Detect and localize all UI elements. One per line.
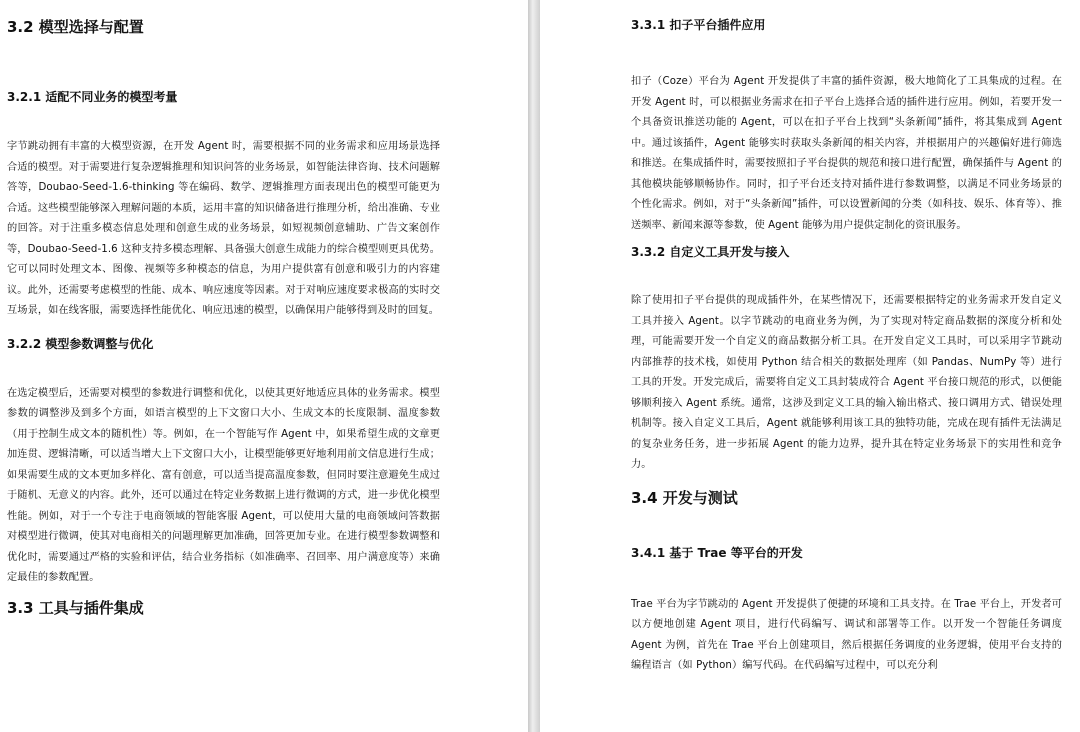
section-3-3-heading: 3.3 工具与插件集成 [7,598,144,617]
left-page [0,0,528,732]
section-3-4-1-heading: 3.4.1 基于 Trae 等平台的开发 [631,545,803,560]
section-3-2-2-heading: 3.2.2 模型参数调整与优化 [7,336,154,351]
section-3-4-heading: 3.4 开发与测试 [631,488,738,507]
page-gutter [528,0,540,732]
section-3-3-2-paragraph: 除了使用扣子平台提供的现成插件外，在某些情况下，还需要根据特定的业务需求开发自定义工具并接入 Agent。以字节跳动的电商业务为例，为了实现对特定商品数据的深度分析和处理，可能需要开发一个自定义的商品数据分析工具。在开发自定义工具时，可以采用字节跳动内部推荐的技术栈，如使用 Python 结合相关的数据处理库（如 Pandas、NumPy 等）进行工具的开发。开发完成后，需要将自定义工具封装成符合 Agent 平台接口规范的形式，以便能够顺利接入 Agent 系统。通常，这涉及到定义工具的输入输出格式、接口调用方式、错误处理机制等。接入自定义工具后，Agent 就能够利用该工具的独特功能，完成在现有插件无法满足的复杂业务任务，进一步拓展 Agent 的能力边界，提升其在特定业务场景下的实用性和竞争力。 [631,295,1062,470]
section-3-2-1-heading: 3.2.1 适配不同业务的模型考量 [7,90,178,104]
section-3-3-1-heading: 3.3.1 扣子平台插件应用 [631,18,766,32]
section-3-4-1-paragraph: Trae 平台为字节跳动的 Agent 开发提供了便捷的环境和工具支持。在 Trae 平台上，开发者可以方便地创建 Agent 项目，进行代码编写、调试和部署等工作。以开发一个智能任务调度 Agent 为例，首先在 Trae 平台上创建项目，然后根据任务调度的业务逻辑，使用平台支持的编程语言（如 Python）编写代码。在代码编写过程中，可以充分利 [631,598,1062,671]
section-3-3-1-paragraph: 扣子（Coze）平台为 Agent 开发提供了丰富的插件资源，极大地简化了工具集成的过程。在开发 Agent 时，可以根据业务需求在扣子平台上选择合适的插件进行应用。例如，若要开发一个具备资讯推送功能的 Agent，可以在扣子平台上找到“头条新闻”插件，将其集成到 Agent 中。通过该插件，Agent 能够实时获取头条新闻的相关内容，并根据用户的兴趣偏好进行筛选和推送。在集成插件时，需要按照扣子平台提供的规范和接口进行配置，确保插件与 Agent 的其他模块能够顺畅协作。同时，扣子平台还支持对插件进行参数调整，以满足不同业务场景的个性化需求。例如，对于“头条新闻”插件，可以设置新闻的分类（如科技、娱乐、体育等）、推送频率、新闻来源等参数，使 Agent 能够为用户提供定制化的资讯服务。 [631,76,1062,231]
section-3-2-heading: 3.2 模型选择与配置 [7,18,144,36]
section-3-2-2-paragraph: 在选定模型后，还需要对模型的参数进行调整和优化，以使其更好地适应具体的业务需求。模型参数的调整涉及到多个方面，如语言模型的上下文窗口大小、生成文本的长度限制、温度参数（用于控制生成文本的随机性）等。例如，在一个智能写作 Agent 中，如果希望生成的文章更加连贯、逻辑清晰，可以适当增大上下文窗口大小，让模型能够更好地利用前文信息进行生成；如果需要生成的文本更加多样化、富有创意，可以适当提高温度参数，但同时要注意避免生成过于随机、无意义的内容。此外，还可以通过在特定业务数据上进行微调的方式，进一步优化模型性能。例如，对于一个专注于电商领域的智能客服 Agent，可以使用大量的电商领域问答数据对模型进行微调，使其对电商相关的问题理解更加准确，回答更加专业。在进行模型参数调整和优化时，需要通过严格的实验和评估，结合业务指标（如准确率、召回率、用户满意度等）来确定最佳的参数配置。 [7,387,440,583]
section-3-2-1-paragraph: 字节跳动拥有丰富的大模型资源，在开发 Agent 时，需要根据不同的业务需求和应用场景选择合适的模型。对于需要进行复杂逻辑推理和知识问答的业务场景，如智能法律咨询、技术问题解答等，Doubao-Seed-1.6-thinking 等在编码、数学、逻辑推理方面表现出色的模型可能更为合适。这些模型能够深入理解问题的本质，运用丰富的知识储备进行推理分析，给出准确、专业的回答。对于注重多模态信息处理和创意生成的业务场景，如短视频创意辅助、广告文案创作等，Doubao-Seed-1.6 这种支持多模态理解、具备强大创意生成能力的综合模型则更具优势。它可以同时处理文本、图像、视频等多种模态的信息，为用户提供富有创意和吸引力的内容建议。此外，还需要考虑模型的性能、成本、响应速度等因素。对于对响应速度要求极高的实时交互场景，如在线客服，需要选择性能优化、响应迅速的模型，以确保用户能够得到及时的回复。 [7,141,441,316]
right-page [540,0,1080,732]
section-3-3-2-heading: 3.3.2 自定义工具开发与接入 [631,245,790,259]
